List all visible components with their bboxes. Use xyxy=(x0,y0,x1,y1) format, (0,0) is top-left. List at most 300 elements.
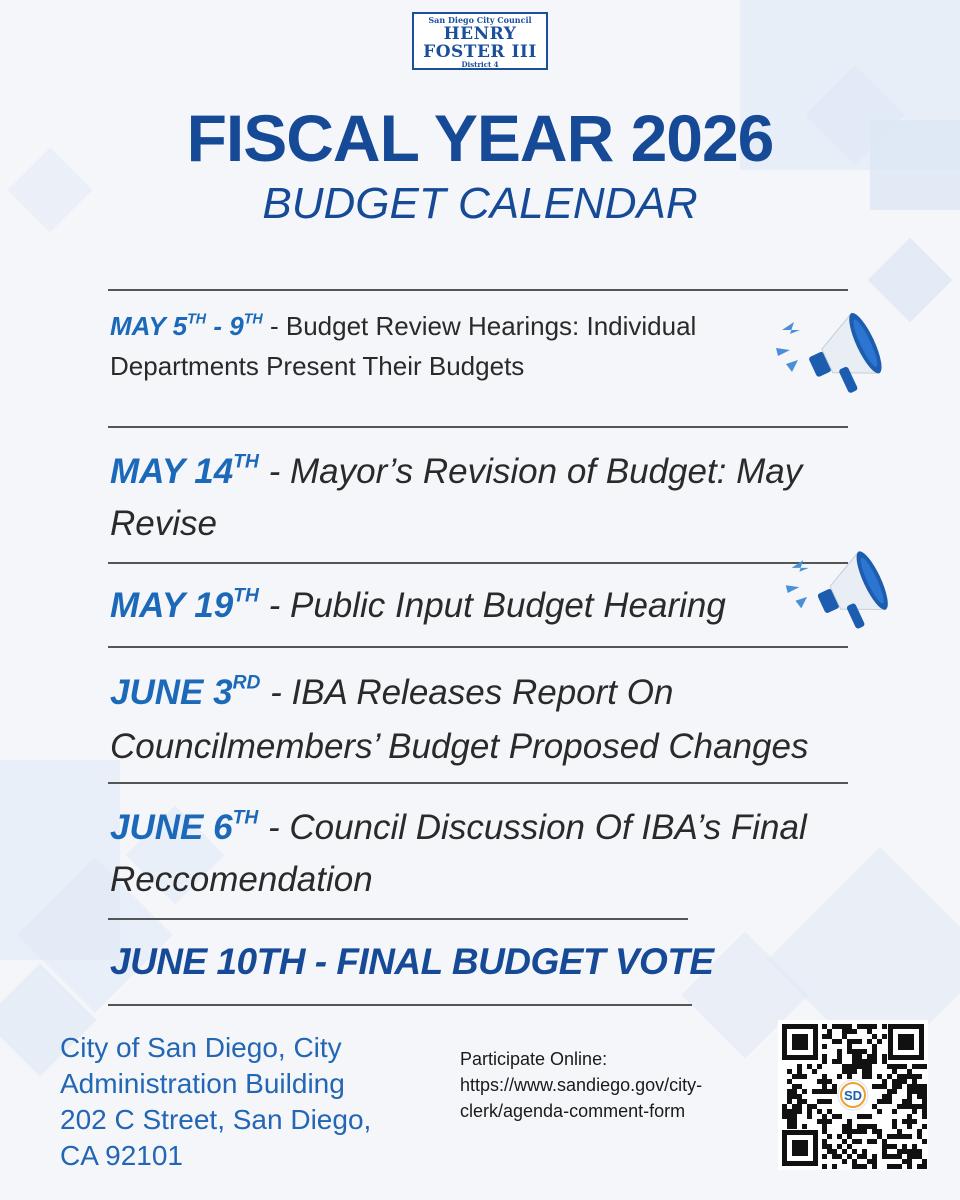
qr-module xyxy=(887,1164,892,1169)
event-description: - Budget Review Hearings: Individual Departments Present Their Budgets xyxy=(110,311,697,381)
qr-module xyxy=(817,1064,822,1069)
qr-module xyxy=(852,1149,857,1154)
qr-module xyxy=(837,1039,842,1044)
qr-module xyxy=(917,1089,922,1094)
qr-module xyxy=(837,1049,842,1054)
qr-module xyxy=(862,1024,867,1029)
qr-module xyxy=(832,1149,837,1154)
qr-module xyxy=(827,1149,832,1154)
qr-module xyxy=(902,1119,907,1124)
qr-module xyxy=(907,1149,912,1154)
qr-module xyxy=(857,1139,862,1144)
qr-module xyxy=(902,1144,907,1149)
qr-module xyxy=(822,1044,827,1049)
qr-module xyxy=(907,1124,912,1129)
qr-module xyxy=(897,1129,902,1134)
qr-module xyxy=(832,1039,837,1044)
qr-module xyxy=(907,1104,912,1109)
qr-module xyxy=(837,1144,842,1149)
qr-module xyxy=(832,1114,837,1119)
qr-module xyxy=(842,1064,847,1069)
qr-module xyxy=(847,1049,852,1054)
page-subtitle: BUDGET CALENDAR xyxy=(262,179,698,228)
qr-module xyxy=(787,1069,792,1074)
qr-module xyxy=(857,1164,862,1169)
qr-module xyxy=(887,1144,892,1149)
qr-module xyxy=(882,1139,887,1144)
qr-module xyxy=(912,1119,917,1124)
qr-module xyxy=(792,1104,797,1109)
qr-module xyxy=(892,1109,897,1114)
qr-module xyxy=(807,1104,812,1109)
address-line: City of San Diego, City xyxy=(60,1032,342,1063)
qr-module xyxy=(827,1134,832,1139)
qr-module xyxy=(867,1029,872,1034)
qr-module xyxy=(807,1064,812,1069)
event-item xyxy=(110,582,810,630)
qr-module xyxy=(907,1094,912,1099)
qr-module xyxy=(867,1024,872,1029)
qr-module xyxy=(917,1104,922,1109)
event-date: JUNE 6TH xyxy=(110,807,259,847)
qr-module xyxy=(882,1149,887,1154)
qr-module xyxy=(842,1024,847,1029)
qr-module xyxy=(862,1059,867,1064)
qr-module xyxy=(892,1164,897,1169)
qr-module xyxy=(877,1039,882,1044)
address-line: CA 92101 xyxy=(60,1140,183,1171)
logo-bottom-text: District 4 xyxy=(461,60,499,69)
qr-module xyxy=(852,1039,857,1044)
qr-module xyxy=(897,1084,902,1089)
qr-module xyxy=(912,1144,917,1149)
qr-module xyxy=(847,1119,852,1124)
megaphone-icon xyxy=(770,300,890,410)
logo-top-text: San Diego City Council xyxy=(428,15,532,25)
qr-module xyxy=(867,1039,872,1044)
event-item xyxy=(110,306,770,386)
qr-module xyxy=(862,1114,867,1119)
qr-module xyxy=(837,1134,842,1139)
qr-module xyxy=(907,1164,912,1169)
event-description: - Council Discussion Of IBA’s Final Reccomendation xyxy=(110,808,807,899)
qr-module xyxy=(827,1099,832,1104)
qr-module xyxy=(792,1124,797,1129)
qr-module xyxy=(802,1074,807,1079)
qr-module xyxy=(812,1069,817,1074)
qr-module xyxy=(787,1089,792,1094)
event-date: MAY 14TH xyxy=(110,451,259,491)
qr-module xyxy=(912,1109,917,1114)
qr-module xyxy=(782,1114,787,1119)
megaphone-icon xyxy=(780,538,896,646)
qr-module xyxy=(917,1129,922,1134)
qr-module xyxy=(922,1094,927,1099)
qr-module xyxy=(872,1124,877,1129)
qr-module xyxy=(912,1079,917,1084)
qr-module xyxy=(792,1109,797,1114)
qr-module xyxy=(857,1054,862,1059)
qr-module xyxy=(797,1109,802,1114)
qr-module xyxy=(917,1164,922,1169)
qr-module xyxy=(907,1069,912,1074)
qr-module xyxy=(847,1039,852,1044)
qr-module xyxy=(852,1129,857,1134)
qr-module xyxy=(852,1139,857,1144)
qr-module xyxy=(857,1124,862,1129)
qr-module xyxy=(847,1129,852,1134)
qr-module xyxy=(817,1109,822,1114)
qr-module xyxy=(912,1084,917,1089)
qr-module xyxy=(872,1044,877,1049)
qr-module xyxy=(872,1159,877,1164)
divider xyxy=(108,918,688,920)
qr-module xyxy=(847,1154,852,1159)
qr-module xyxy=(872,1054,877,1059)
qr-module xyxy=(882,1059,887,1064)
qr-module xyxy=(897,1149,902,1154)
qr-module xyxy=(922,1064,927,1069)
qr-module xyxy=(852,1029,857,1034)
qr-module xyxy=(797,1069,802,1074)
qr-module xyxy=(902,1159,907,1164)
qr-module xyxy=(787,1079,792,1084)
participate-online xyxy=(460,1046,760,1124)
qr-module xyxy=(852,1049,857,1054)
qr-module xyxy=(892,1134,897,1139)
qr-module xyxy=(812,1089,817,1094)
qr-module xyxy=(897,1134,902,1139)
qr-module xyxy=(887,1074,892,1079)
qr-module xyxy=(837,1154,842,1159)
qr-module xyxy=(842,1034,847,1039)
qr-module xyxy=(827,1029,832,1034)
qr-module xyxy=(792,1089,797,1094)
qr-module xyxy=(877,1129,882,1134)
qr-module xyxy=(877,1134,882,1139)
qr-module xyxy=(912,1104,917,1109)
qr-module xyxy=(862,1149,867,1154)
qr-module xyxy=(862,1124,867,1129)
qr-module xyxy=(857,1049,862,1054)
qr-module xyxy=(862,1164,867,1169)
qr-module xyxy=(887,1154,892,1159)
qr-module xyxy=(922,1124,927,1129)
qr-module xyxy=(862,1129,867,1134)
qr-module xyxy=(887,1064,892,1069)
qr-module xyxy=(907,1159,912,1164)
qr-module xyxy=(852,1064,857,1069)
event-date: JUNE 3RD xyxy=(110,672,261,712)
qr-module xyxy=(822,1034,827,1039)
qr-module xyxy=(797,1104,802,1109)
qr-module xyxy=(832,1154,837,1159)
qr-module xyxy=(862,1069,867,1074)
qr-module xyxy=(852,1054,857,1059)
address-line: Administration Building xyxy=(60,1068,345,1099)
qr-module xyxy=(787,1124,792,1129)
qr-module xyxy=(822,1074,827,1079)
qr-module xyxy=(847,1029,852,1034)
qr-module xyxy=(787,1109,792,1114)
qr-module xyxy=(827,1144,832,1149)
qr-module xyxy=(902,1079,907,1084)
qr-module xyxy=(917,1084,922,1089)
qr-module xyxy=(912,1074,917,1079)
qr-module xyxy=(822,1084,827,1089)
qr-module xyxy=(872,1154,877,1159)
qr-module xyxy=(917,1094,922,1099)
qr-module xyxy=(802,1099,807,1104)
divider xyxy=(108,289,848,291)
qr-module xyxy=(862,1049,867,1054)
qr-module xyxy=(872,1024,877,1029)
qr-module xyxy=(787,1119,792,1124)
qr-module xyxy=(827,1079,832,1084)
qr-module xyxy=(922,1164,927,1169)
qr-module xyxy=(907,1119,912,1124)
qr-module xyxy=(897,1064,902,1069)
qr-module xyxy=(912,1089,917,1094)
qr-module xyxy=(787,1094,792,1099)
qr-module xyxy=(892,1069,897,1074)
address-block xyxy=(60,1030,420,1174)
qr-module xyxy=(857,1064,862,1069)
qr-module xyxy=(882,1034,887,1039)
qr-module xyxy=(912,1149,917,1154)
qr-module xyxy=(882,1094,887,1099)
event-item xyxy=(110,802,810,906)
divider xyxy=(108,426,848,428)
qr-module xyxy=(872,1049,877,1054)
qr-module xyxy=(867,1069,872,1074)
qr-module xyxy=(872,1059,877,1064)
qr-module xyxy=(897,1104,902,1109)
qr-module xyxy=(837,1054,842,1059)
qr-code-icon[interactable] xyxy=(778,1020,928,1170)
qr-module xyxy=(822,1129,827,1134)
qr-module xyxy=(892,1079,897,1084)
qr-module xyxy=(897,1079,902,1084)
qr-module xyxy=(907,1084,912,1089)
qr-module xyxy=(847,1124,852,1129)
event-date: MAY 19TH xyxy=(110,585,259,625)
qr-module xyxy=(822,1119,827,1124)
qr-module xyxy=(912,1154,917,1159)
qr-module xyxy=(917,1149,922,1154)
qr-module xyxy=(822,1054,827,1059)
qr-module xyxy=(917,1134,922,1139)
qr-module xyxy=(797,1084,802,1089)
qr-module xyxy=(792,1084,797,1089)
qr-module xyxy=(897,1154,902,1159)
qr-module xyxy=(802,1124,807,1129)
qr-module xyxy=(922,1159,927,1164)
qr-module xyxy=(862,1074,867,1079)
qr-module xyxy=(882,1054,887,1059)
qr-module xyxy=(797,1094,802,1099)
qr-module xyxy=(872,1084,877,1089)
qr-module xyxy=(872,1034,877,1039)
qr-module xyxy=(892,1154,897,1159)
divider xyxy=(108,1004,692,1006)
qr-module xyxy=(802,1089,807,1094)
qr-module xyxy=(902,1134,907,1139)
qr-module xyxy=(822,1144,827,1149)
address-line: 202 C Street, San Diego, xyxy=(60,1104,372,1135)
qr-module xyxy=(817,1089,822,1094)
qr-module xyxy=(822,1024,827,1029)
qr-module xyxy=(812,1104,817,1109)
qr-module xyxy=(867,1114,872,1119)
qr-module xyxy=(852,1069,857,1074)
qr-module xyxy=(787,1114,792,1119)
qr-module xyxy=(797,1074,802,1079)
qr-module xyxy=(877,1109,882,1114)
qr-module xyxy=(832,1024,837,1029)
event-date: MAY 5TH - 9TH xyxy=(110,311,263,341)
qr-module xyxy=(827,1119,832,1124)
qr-module xyxy=(822,1059,827,1064)
qr-module xyxy=(922,1109,927,1114)
qr-module xyxy=(902,1074,907,1079)
qr-module xyxy=(847,1069,852,1074)
qr-module xyxy=(797,1064,802,1069)
qr-badge: SD xyxy=(843,1088,863,1103)
qr-module xyxy=(817,1119,822,1124)
qr-module xyxy=(847,1024,852,1029)
qr-module xyxy=(822,1114,827,1119)
qr-module xyxy=(852,1059,857,1064)
qr-module xyxy=(817,1079,822,1084)
qr-module xyxy=(842,1069,847,1074)
qr-module xyxy=(857,1039,862,1044)
qr-module xyxy=(867,1074,872,1079)
qr-module xyxy=(847,1044,852,1049)
qr-module xyxy=(867,1054,872,1059)
qr-module xyxy=(892,1084,897,1089)
qr-module xyxy=(857,1114,862,1119)
qr-module xyxy=(807,1109,812,1114)
qr-module xyxy=(887,1099,892,1104)
qr-module xyxy=(922,1104,927,1109)
qr-module xyxy=(847,1134,852,1139)
qr-module xyxy=(892,1089,897,1094)
qr-module xyxy=(907,1074,912,1079)
qr-module xyxy=(832,1164,837,1169)
event-description: - Public Input Budget Hearing xyxy=(258,586,726,625)
qr-module xyxy=(852,1164,857,1169)
qr-module xyxy=(902,1064,907,1069)
event-description: - IBA Releases Report On Councilmembers’ Budget Proposed Changes xyxy=(110,673,809,766)
qr-module xyxy=(892,1144,897,1149)
page-title: FISCAL YEAR 2026 xyxy=(186,101,774,175)
qr-module xyxy=(827,1034,832,1039)
qr-module xyxy=(837,1024,842,1029)
qr-module xyxy=(837,1114,842,1119)
council-logo xyxy=(412,12,548,70)
qr-module xyxy=(892,1064,897,1069)
qr-module xyxy=(832,1089,837,1094)
qr-module xyxy=(822,1154,827,1159)
event-item xyxy=(110,666,870,774)
qr-module xyxy=(922,1099,927,1104)
qr-module xyxy=(822,1089,827,1094)
qr-module xyxy=(887,1094,892,1099)
event-item xyxy=(110,446,810,550)
qr-module xyxy=(807,1114,812,1119)
qr-module xyxy=(822,1164,827,1169)
qr-module xyxy=(897,1074,902,1079)
qr-module xyxy=(887,1089,892,1094)
qr-module xyxy=(792,1119,797,1124)
qr-module xyxy=(827,1109,832,1114)
qr-module xyxy=(827,1089,832,1094)
divider xyxy=(108,782,848,784)
participate-url[interactable]: https://www.sandiego.gov/city- clerk/agenda-comment-form xyxy=(460,1075,703,1121)
qr-module xyxy=(872,1164,877,1169)
qr-module xyxy=(907,1114,912,1119)
qr-module xyxy=(857,1154,862,1159)
final-budget-vote: JUNE 10TH - FINAL BUDGET VOTE xyxy=(110,941,714,982)
qr-module xyxy=(792,1114,797,1119)
qr-module xyxy=(882,1154,887,1159)
qr-module xyxy=(897,1164,902,1169)
qr-module xyxy=(907,1154,912,1159)
qr-module xyxy=(887,1134,892,1139)
qr-module xyxy=(917,1154,922,1159)
qr-module xyxy=(917,1074,922,1079)
qr-module xyxy=(922,1084,927,1089)
qr-module xyxy=(822,1099,827,1104)
qr-module xyxy=(902,1099,907,1104)
qr-module xyxy=(922,1139,927,1144)
qr-module xyxy=(862,1154,867,1159)
logo-name-line2: FOSTER III xyxy=(423,42,537,62)
qr-module xyxy=(842,1129,847,1134)
qr-module xyxy=(867,1124,872,1129)
qr-module xyxy=(882,1024,887,1029)
qr-module xyxy=(882,1144,887,1149)
qr-module xyxy=(882,1099,887,1104)
qr-module xyxy=(852,1159,857,1164)
qr-module xyxy=(872,1129,877,1134)
logo-name-line1: HENRY xyxy=(443,24,517,44)
participate-label: Participate Online: xyxy=(460,1049,608,1069)
qr-module xyxy=(892,1119,897,1124)
qr-module xyxy=(782,1104,787,1109)
qr-module xyxy=(917,1064,922,1069)
qr-module xyxy=(847,1074,852,1079)
qr-module xyxy=(782,1109,787,1114)
qr-module xyxy=(832,1059,837,1064)
qr-module xyxy=(847,1064,852,1069)
qr-module xyxy=(902,1104,907,1109)
divider xyxy=(108,646,848,648)
qr-module xyxy=(872,1139,877,1144)
qr-module xyxy=(907,1089,912,1094)
qr-module xyxy=(822,1139,827,1144)
qr-module xyxy=(842,1124,847,1129)
qr-module xyxy=(857,1059,862,1064)
qr-module xyxy=(822,1124,827,1129)
qr-module xyxy=(842,1159,847,1164)
qr-module xyxy=(912,1064,917,1069)
qr-module xyxy=(882,1079,887,1084)
qr-module xyxy=(882,1084,887,1089)
qr-module xyxy=(857,1024,862,1029)
qr-module xyxy=(877,1084,882,1089)
